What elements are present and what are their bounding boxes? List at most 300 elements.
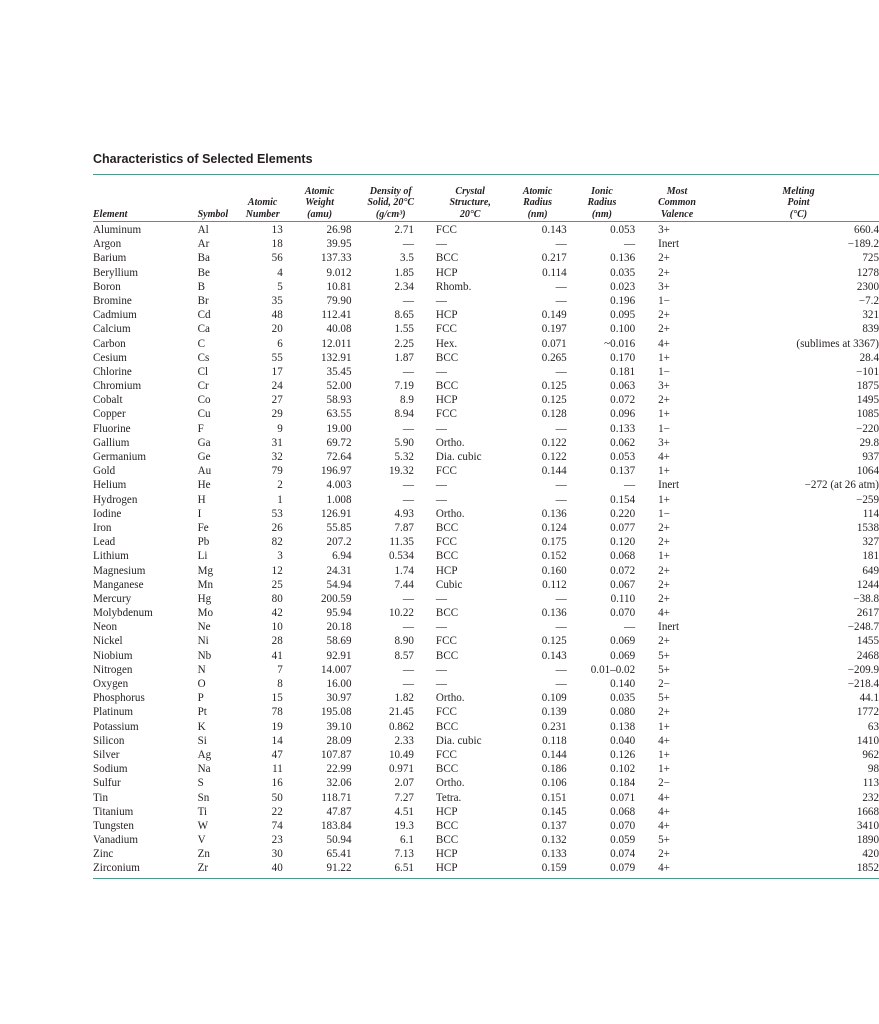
cell-symbol: W	[197, 819, 209, 832]
cell-symbol: Pt	[197, 706, 207, 719]
cell-atomic-radius: 0.122	[541, 436, 567, 449]
cell-symbol: Mg	[197, 564, 214, 577]
cell-atomic-number: 48	[271, 309, 283, 322]
cell-atomic-radius: 0.143	[541, 224, 567, 236]
cell-density: 1.85	[394, 266, 414, 279]
cell-valence: 2+	[658, 848, 670, 861]
table-row	[93, 776, 879, 790]
cell-atomic-radius: 0.136	[541, 607, 567, 620]
cell-crystal-structure: Tetra.	[435, 791, 462, 804]
cell-atomic-number: 1	[277, 493, 283, 506]
cell-ionic-radius: —	[624, 621, 636, 634]
cell-valence: 4+	[658, 791, 670, 804]
cell-element: Aluminum	[93, 224, 142, 236]
header-ionic-radius	[568, 177, 636, 223]
cell-atomic-weight: 79.90	[326, 294, 352, 307]
cell-atomic-number: 30	[271, 848, 283, 861]
cell-ionic-radius: ~0.016	[604, 337, 636, 350]
cell-atomic-number: 53	[271, 507, 283, 520]
cell-melting-point: 1495	[856, 394, 879, 407]
header-line: Density of	[369, 186, 412, 198]
cell-ionic-radius: 0.070	[610, 607, 636, 620]
cell-symbol: Ag	[197, 748, 212, 761]
cell-symbol: Ba	[197, 252, 210, 265]
cell-crystal-structure: FCC	[435, 224, 457, 236]
cell-element: Silicon	[93, 734, 125, 747]
cell-atomic-radius: —	[555, 280, 567, 293]
cell-atomic-radius: —	[555, 238, 567, 251]
cell-element: Zinc	[93, 848, 114, 861]
cell-atomic-radius: 0.114	[542, 266, 567, 279]
cell-atomic-weight: 20.18	[326, 621, 352, 634]
cell-element: Nitrogen	[93, 663, 133, 676]
cell-crystal-structure: FCC	[435, 706, 457, 719]
table-row	[93, 237, 879, 251]
cell-atomic-number: 2	[277, 479, 283, 492]
cell-atomic-weight: 54.94	[326, 578, 352, 591]
cell-atomic-radius: 0.265	[541, 351, 567, 364]
cell-melting-point: 839	[862, 323, 879, 336]
cell-melting-point: 113	[862, 777, 879, 790]
cell-crystal-structure: BCC	[435, 819, 459, 832]
cell-atomic-weight: 58.69	[326, 635, 352, 648]
cell-atomic-radius: 0.159	[541, 862, 567, 875]
cell-melting-point: 1890	[856, 834, 879, 847]
table-row	[93, 294, 879, 308]
cell-crystal-structure: —	[435, 365, 448, 378]
cell-ionic-radius: 0.053	[610, 224, 636, 236]
cell-density: 8.9	[400, 394, 414, 407]
table-row	[93, 493, 879, 507]
cell-atomic-radius: 0.125	[541, 635, 567, 648]
cell-element: Argon	[93, 238, 122, 251]
cell-symbol: B	[197, 280, 206, 293]
cell-crystal-structure: —	[435, 592, 448, 605]
cell-ionic-radius: 0.023	[610, 280, 636, 293]
cell-atomic-number: 20	[271, 323, 283, 336]
cell-atomic-weight: 137.33	[320, 252, 352, 265]
cell-atomic-number: 9	[277, 422, 283, 435]
cell-atomic-radius: —	[555, 592, 567, 605]
cell-crystal-structure: Ortho.	[435, 692, 465, 705]
cell-atomic-weight: 107.87	[320, 748, 352, 761]
cell-element: Gold	[93, 465, 116, 478]
cell-symbol: Ca	[197, 323, 210, 336]
cell-valence: 2+	[658, 266, 670, 279]
cell-atomic-radius: 0.118	[542, 734, 567, 747]
header-line: Point	[787, 197, 810, 209]
cell-symbol: Be	[197, 266, 210, 279]
cell-crystal-structure: —	[435, 479, 448, 492]
header-melting-point	[718, 177, 879, 223]
cell-density: 8.90	[394, 635, 414, 648]
cell-melting-point: 1668	[856, 805, 879, 818]
cell-ionic-radius: 0.062	[610, 436, 636, 449]
cell-atomic-radius: 0.136	[541, 507, 567, 520]
cell-crystal-structure: BCC	[435, 720, 459, 733]
cell-atomic-radius: 0.132	[541, 834, 567, 847]
cell-element: Vanadium	[93, 834, 138, 847]
cell-density: 0.534	[388, 550, 414, 563]
cell-atomic-radius: —	[555, 663, 567, 676]
cell-crystal-structure: Dia. cubic	[435, 451, 482, 463]
table-row	[93, 407, 879, 421]
cell-element: Silver	[93, 748, 120, 761]
cell-atomic-radius: 0.133	[541, 848, 567, 861]
cell-atomic-radius: —	[555, 493, 567, 506]
table-row	[93, 322, 879, 336]
cell-atomic-weight: 200.59	[320, 592, 352, 605]
cell-atomic-number: 3	[277, 550, 283, 563]
cell-ionic-radius: 0.140	[610, 678, 636, 690]
cell-ionic-radius: 0.137	[610, 465, 636, 478]
cell-atomic-number: 23	[271, 834, 283, 847]
cell-symbol: Fe	[197, 521, 209, 534]
cell-atomic-number: 56	[271, 252, 283, 265]
cell-melting-point: 1085	[856, 408, 879, 421]
cell-crystal-structure: Dia. cubic	[435, 734, 482, 747]
cell-atomic-weight: 22.99	[326, 763, 352, 776]
cell-density: 7.44	[394, 578, 414, 591]
cell-crystal-structure: Cubic	[435, 578, 463, 591]
header-line: Most	[666, 186, 688, 198]
table-row	[93, 847, 879, 861]
cell-element: Nickel	[93, 635, 123, 648]
cell-density: —	[402, 422, 414, 435]
cell-atomic-radius: 0.151	[541, 791, 567, 804]
cell-density: 2.07	[394, 777, 414, 790]
cell-atomic-radius: 0.143	[541, 649, 567, 662]
cell-melting-point: 2468	[856, 649, 879, 662]
cell-crystal-structure: HCP	[435, 805, 458, 818]
cell-element: Titanium	[93, 805, 134, 818]
cell-symbol: P	[197, 692, 204, 705]
cell-density: —	[402, 678, 414, 690]
cell-crystal-structure: BCC	[435, 521, 459, 534]
cell-symbol: Na	[197, 763, 211, 776]
cell-symbol: Hg	[197, 592, 212, 605]
table-row	[93, 762, 879, 776]
cell-element: Calcium	[93, 323, 131, 336]
cell-density: 10.22	[388, 607, 414, 620]
cell-element: Tungsten	[93, 819, 134, 832]
cell-density: —	[402, 592, 414, 605]
cell-melting-point: 420	[862, 848, 879, 861]
header-line: Number	[245, 208, 280, 220]
cell-element: Magnesium	[93, 564, 146, 577]
cell-valence: 2+	[658, 706, 670, 719]
cell-density: 3.5	[400, 252, 414, 265]
cell-symbol: Cd	[197, 309, 211, 322]
cell-atomic-weight: 58.93	[326, 394, 352, 407]
cell-valence: 4+	[658, 451, 670, 463]
cell-symbol: Cs	[197, 351, 210, 364]
table-row	[93, 507, 879, 521]
cell-atomic-radius: 0.160	[541, 564, 567, 577]
table-row	[93, 365, 879, 379]
cell-atomic-radius: 0.125	[541, 394, 567, 407]
cell-atomic-number: 35	[271, 294, 283, 307]
table-row	[93, 464, 879, 478]
cell-symbol: V	[197, 834, 206, 847]
cell-atomic-weight: 4.003	[326, 479, 352, 492]
cell-atomic-radius: 0.106	[541, 777, 567, 790]
cell-crystal-structure: —	[435, 663, 448, 676]
cell-element: Niobium	[93, 649, 133, 662]
cell-ionic-radius: 0.170	[610, 351, 636, 364]
header-line: Common	[658, 197, 696, 209]
cell-valence: 2+	[658, 635, 670, 648]
cell-symbol: Au	[197, 465, 212, 478]
cell-ionic-radius: 0.072	[610, 564, 636, 577]
cell-atomic-weight: 183.84	[320, 819, 352, 832]
cell-melting-point: 2300	[856, 280, 879, 293]
cell-valence: 4+	[658, 337, 670, 350]
cell-crystal-structure: HCP	[435, 564, 458, 577]
header-line: Symbol	[197, 208, 229, 220]
header-line: Radius	[523, 197, 553, 209]
cell-element: Gallium	[93, 436, 130, 449]
cell-atomic-radius: —	[555, 422, 567, 435]
table-row	[93, 379, 879, 393]
table-row	[93, 422, 879, 436]
cell-melting-point: −101	[856, 365, 879, 378]
cell-crystal-structure: —	[435, 422, 448, 435]
cell-density: 4.93	[394, 507, 414, 520]
cell-crystal-structure: BCC	[435, 550, 459, 563]
cell-element: Platinum	[93, 706, 134, 719]
cell-melting-point: 1875	[856, 380, 879, 393]
cell-atomic-number: 11	[272, 763, 283, 776]
cell-crystal-structure: —	[435, 294, 448, 307]
cell-atomic-weight: 39.10	[326, 720, 352, 733]
cell-atomic-number: 24	[271, 380, 283, 393]
cell-atomic-weight: 195.08	[320, 706, 352, 719]
header-line: Atomic	[522, 186, 553, 198]
cell-element: Copper	[93, 408, 126, 421]
header-line: Ionic	[591, 186, 613, 198]
cell-valence: 5+	[658, 692, 670, 705]
cell-crystal-structure: FCC	[435, 536, 457, 549]
cell-crystal-structure: —	[435, 621, 448, 634]
cell-atomic-radius: 0.231	[541, 720, 567, 733]
cell-atomic-radius: 0.137	[541, 819, 567, 832]
cell-density: 1.55	[394, 323, 414, 336]
cell-density: 7.19	[394, 380, 414, 393]
cell-atomic-radius: 0.197	[541, 323, 567, 336]
cell-atomic-weight: 132.91	[320, 351, 352, 364]
cell-atomic-number: 27	[271, 394, 283, 407]
cell-melting-point: 1410	[856, 734, 879, 747]
cell-element: Iron	[93, 521, 112, 534]
table-row	[93, 393, 879, 407]
cell-valence: 2+	[658, 309, 670, 322]
cell-crystal-structure: BCC	[435, 649, 459, 662]
cell-symbol: Cl	[197, 365, 209, 378]
cell-melting-point: 1852	[856, 862, 879, 875]
table-row	[93, 805, 879, 819]
cell-valence: 4+	[658, 607, 670, 620]
table-body	[93, 223, 879, 876]
cell-atomic-weight: 65.41	[326, 848, 352, 861]
cell-crystal-structure: —	[435, 678, 448, 690]
cell-atomic-radius: 0.124	[541, 521, 567, 534]
cell-density: 1.74	[394, 564, 414, 577]
cell-ionic-radius: 0.072	[610, 394, 636, 407]
cell-atomic-weight: 24.31	[326, 564, 352, 577]
cell-element: Helium	[93, 479, 127, 492]
cell-symbol: Cu	[197, 408, 211, 421]
cell-ionic-radius: 0.035	[610, 692, 636, 705]
cell-ionic-radius: 0.074	[610, 848, 636, 861]
cell-ionic-radius: 0.136	[610, 252, 636, 265]
cell-atomic-number: 42	[271, 607, 283, 620]
cell-atomic-radius: 0.122	[541, 451, 567, 463]
cell-atomic-weight: 12.011	[321, 337, 352, 350]
cell-symbol: Ni	[197, 635, 209, 648]
cell-crystal-structure: HCP	[435, 394, 458, 407]
header-line: 20°C	[459, 208, 481, 220]
table-row	[93, 337, 879, 351]
header-density	[355, 177, 427, 223]
cell-valence: 4+	[658, 734, 670, 747]
cell-melting-point: 1244	[856, 578, 879, 591]
cell-element: Mercury	[93, 592, 132, 605]
cell-atomic-number: 74	[271, 819, 283, 832]
cell-symbol: N	[197, 663, 206, 676]
cell-ionic-radius: 0.220	[610, 507, 636, 520]
cell-atomic-weight: 118.71	[321, 791, 352, 804]
table-row	[93, 351, 879, 365]
cell-density: 5.32	[394, 451, 414, 463]
cell-ionic-radius: 0.063	[610, 380, 636, 393]
cell-atomic-weight: 30.97	[326, 692, 352, 705]
cell-ionic-radius: 0.196	[610, 294, 636, 307]
cell-melting-point: 3410	[856, 819, 879, 832]
cell-density: 8.57	[394, 649, 414, 662]
header-element	[93, 177, 198, 223]
cell-atomic-radius: 0.112	[542, 578, 567, 591]
cell-atomic-number: 18	[271, 238, 283, 251]
cell-melting-point: 63	[867, 720, 879, 733]
cell-crystal-structure: Ortho.	[435, 777, 465, 790]
header-line: (nm)	[527, 208, 548, 220]
cell-symbol: C	[197, 337, 206, 350]
cell-density: 2.71	[394, 224, 414, 236]
cell-atomic-number: 13	[271, 224, 283, 236]
header-atomic-radius	[507, 177, 567, 223]
table-row	[93, 620, 879, 634]
cell-atomic-weight: 47.87	[326, 805, 352, 818]
table-row	[93, 634, 879, 648]
cell-atomic-weight: 112.41	[321, 309, 352, 322]
cell-atomic-number: 17	[271, 365, 283, 378]
cell-melting-point: 962	[862, 748, 879, 761]
header-symbol	[198, 177, 241, 223]
table-row	[93, 748, 879, 762]
header-line: Valence	[660, 208, 694, 220]
cell-melting-point: 1772	[856, 706, 879, 719]
cell-atomic-weight: 91.22	[326, 862, 352, 875]
cell-atomic-number: 78	[271, 706, 283, 719]
cell-valence: 3+	[658, 436, 670, 449]
table-row	[93, 819, 879, 833]
cell-density: 7.87	[394, 521, 414, 534]
cell-valence: 1+	[658, 748, 670, 761]
cell-atomic-radius: 0.149	[541, 309, 567, 322]
cell-melting-point: 937	[862, 451, 879, 463]
cell-atomic-number: 79	[271, 465, 283, 478]
cell-crystal-structure: FCC	[435, 323, 457, 336]
cell-density: 4.51	[394, 805, 414, 818]
cell-crystal-structure: BCC	[435, 607, 459, 620]
cell-melting-point: −189.2	[847, 238, 879, 251]
cell-atomic-number: 47	[271, 748, 283, 761]
cell-valence: 1+	[658, 465, 670, 478]
cell-melting-point: −209.9	[847, 663, 879, 676]
table-row	[93, 266, 879, 280]
cell-crystal-structure: FCC	[435, 465, 457, 478]
cell-atomic-weight: 9.012	[326, 266, 352, 279]
cell-atomic-weight: 69.72	[326, 436, 352, 449]
cell-symbol: Si	[197, 734, 207, 747]
cell-crystal-structure: BCC	[435, 351, 459, 364]
cell-ionic-radius: 0.077	[610, 521, 636, 534]
table-row	[93, 280, 879, 294]
cell-element: Chromium	[93, 380, 142, 393]
cell-density: 19.32	[388, 465, 414, 478]
cell-melting-point: 327	[862, 536, 879, 549]
cell-element: Boron	[93, 280, 121, 293]
cell-crystal-structure: HCP	[435, 848, 458, 861]
cell-valence: 1−	[658, 422, 670, 435]
cell-valence: 3+	[658, 380, 670, 393]
cell-valence: Inert	[658, 238, 680, 251]
cell-density: 10.49	[388, 748, 414, 761]
cell-atomic-number: 12	[271, 564, 283, 577]
cell-density: 5.90	[394, 436, 414, 449]
cell-atomic-radius: 0.139	[541, 706, 567, 719]
cell-atomic-weight: 14.007	[320, 663, 352, 676]
cell-element: Beryllium	[93, 266, 138, 279]
cell-atomic-number: 80	[271, 592, 283, 605]
table-row	[93, 649, 879, 663]
cell-atomic-number: 15	[271, 692, 283, 705]
cell-symbol: Ne	[197, 621, 211, 634]
cell-atomic-number: 14	[271, 734, 283, 747]
cell-ionic-radius: 0.100	[610, 323, 636, 336]
cell-ionic-radius: 0.035	[610, 266, 636, 279]
cell-atomic-weight: 63.55	[326, 408, 352, 421]
cell-ionic-radius: 0.079	[610, 862, 636, 875]
table-row	[93, 308, 879, 322]
cell-atomic-number: 19	[271, 720, 283, 733]
cell-density: —	[402, 365, 414, 378]
cell-ionic-radius: 0.071	[610, 791, 636, 804]
cell-valence: Inert	[658, 621, 680, 634]
cell-atomic-number: 22	[271, 805, 283, 818]
cell-element: Iodine	[93, 507, 122, 520]
table-row	[93, 549, 879, 563]
cell-melting-point: 1538	[856, 521, 879, 534]
cell-atomic-number: 82	[271, 536, 283, 549]
cell-atomic-radius: 0.128	[541, 408, 567, 421]
cell-element: Sulfur	[93, 777, 121, 790]
cell-valence: 2+	[658, 536, 670, 549]
cell-melting-point: 98	[867, 763, 879, 776]
cell-valence: 3+	[658, 280, 670, 293]
cell-ionic-radius: —	[624, 479, 636, 492]
